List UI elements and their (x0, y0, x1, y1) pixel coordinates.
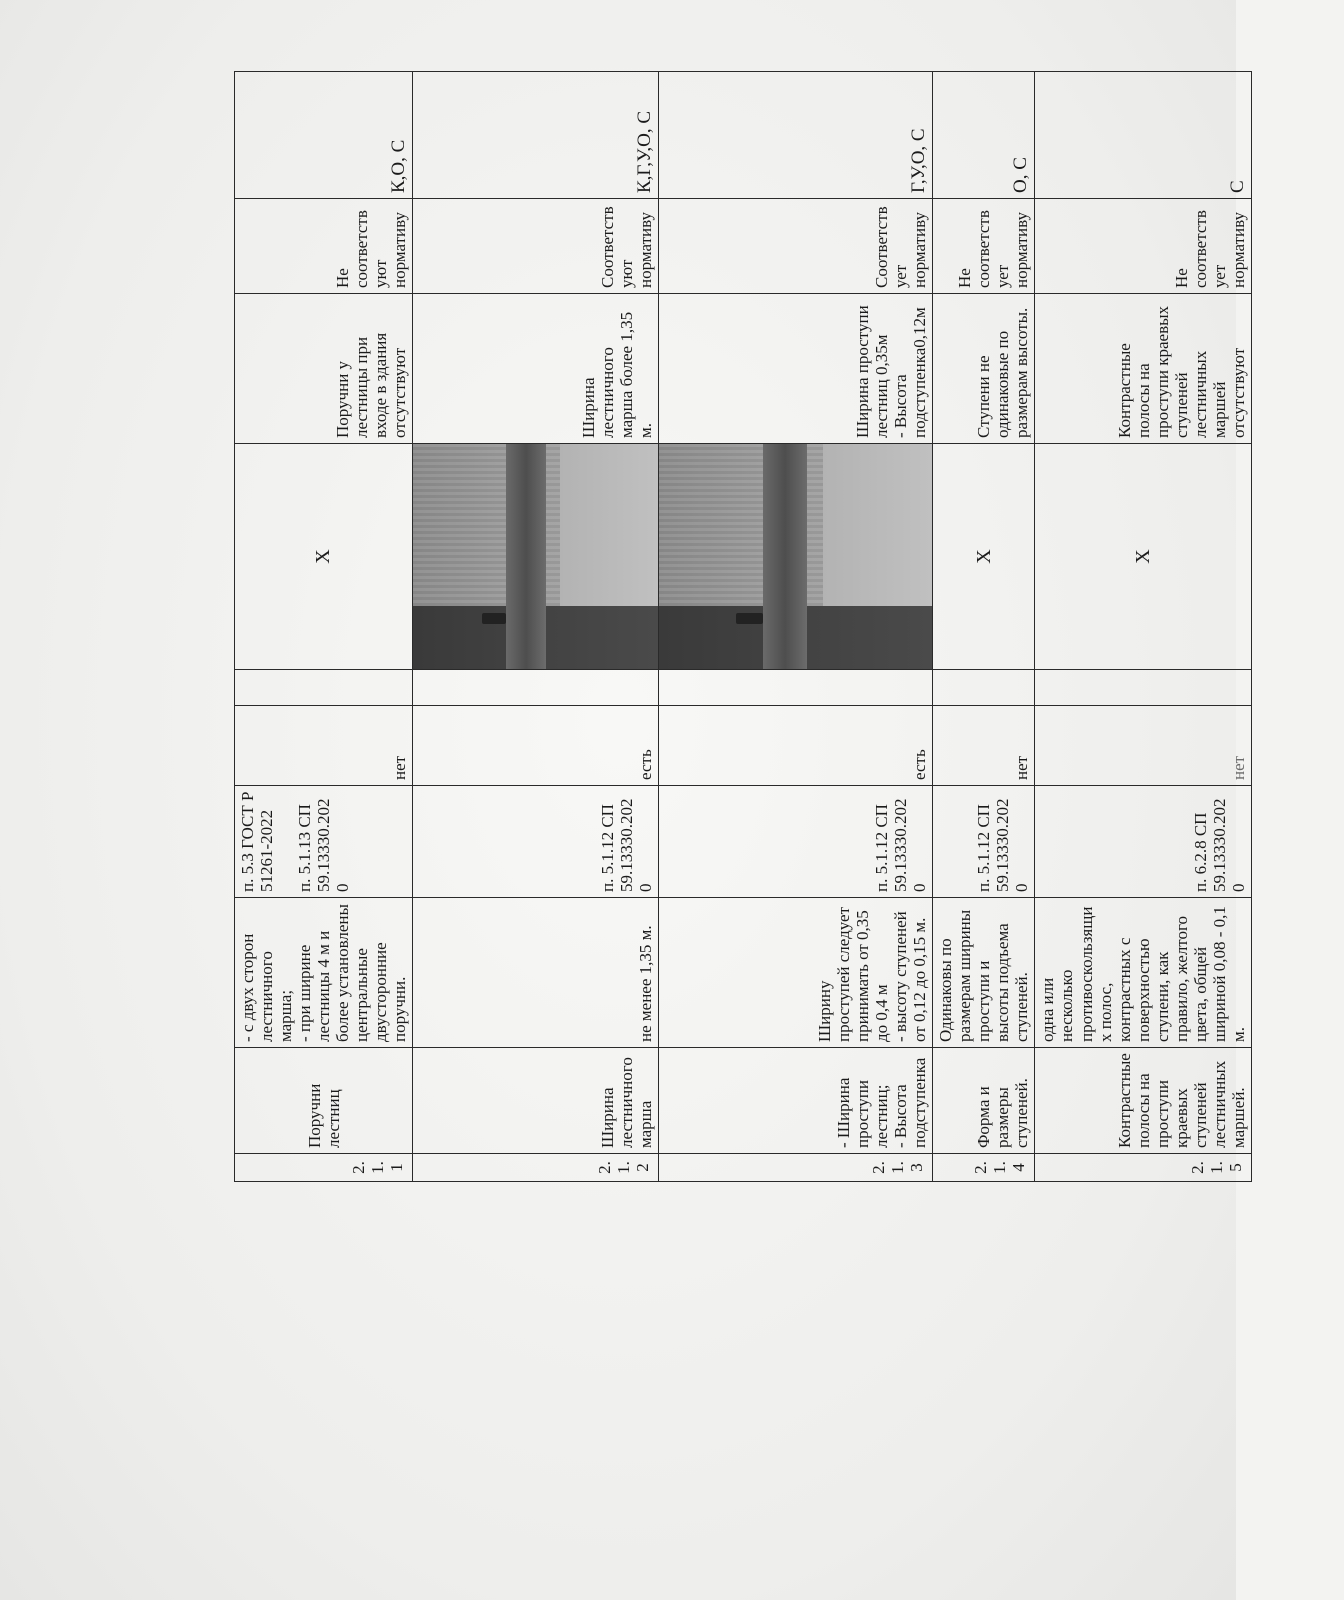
stair-photo (659, 444, 933, 670)
photo-fixture (482, 613, 507, 624)
row-photo-mark: Х (933, 444, 1035, 670)
row-categories: К,Г,У,О, С (413, 72, 659, 199)
row-number: 2.1.2 (413, 1154, 659, 1182)
photo-step-edge (763, 444, 807, 669)
row-norm: п. 5.1.12 СП 59.13330.2020 (659, 786, 933, 898)
photo-fixture (736, 613, 763, 624)
row-requirement: не менее 1,35 м. (413, 898, 659, 1048)
row-fact: Контрастные полосы на проступи краевых ступеней лестничных маршей отсутствуют (1035, 294, 1251, 444)
row-name: Контрастные полосы на проступи краевых ступеней лестничных маршей. (1035, 1048, 1251, 1154)
table-row (933, 72, 1035, 1182)
row-empty-cell (659, 670, 933, 706)
rotated-table-frame (234, 72, 1248, 1182)
row-norm: п. 5.1.12 СП 59.13330.2020 (413, 786, 659, 898)
row-fact: Ширина проступи лестниц 0,35м - Высота подступенка0,12м (659, 294, 933, 444)
row-number: 2.1.4 (933, 1154, 1035, 1182)
stair-photo (413, 444, 659, 670)
row-conclusion: Не соответствуют нормативу (235, 199, 413, 294)
row-empty-cell (413, 670, 659, 706)
row-fact: Поручни у лестницы при входе в здания отсутствуют (235, 294, 413, 444)
row-conclusion: Соответствуют нормативу (413, 199, 659, 294)
table-row (659, 72, 933, 1182)
row-norm: п. 5.3 ГОСТ Р 51261-2022 п. 5.1.13 СП 59.13330.2020 (235, 786, 413, 898)
stair-photo-image (659, 444, 932, 669)
row-conclusion: Не соответствует нормативу (933, 199, 1035, 294)
table-row (413, 72, 659, 1182)
row-requirement: одна или несколько противоскользящих полос, контрастных с поверхностью ступени, как правило, желтого цвета, общей шириной 0,08 - 0,1 м. (1035, 898, 1251, 1048)
table-row (1035, 72, 1251, 1182)
row-categories: С (1035, 72, 1251, 199)
row-name: Форма и размеры ступеней. (933, 1048, 1035, 1154)
row-empty-cell (235, 670, 413, 706)
row-presence: нет (235, 706, 413, 786)
row-norm: п. 5.1.12 СП 59.13330.2020 (933, 786, 1035, 898)
row-presence: нет (933, 706, 1035, 786)
row-presence: есть (659, 706, 933, 786)
rotated-table-wrapper (234, 72, 1344, 1174)
row-presence: есть (413, 706, 659, 786)
row-fact: Ширина лестничного марша более 1,35 м. (413, 294, 659, 444)
table-row (235, 72, 413, 1182)
row-requirement: Ширину проступей следует принимать от 0,35 до 0,4 м - высоту ступеней от 0,12 до 0,15 м. (659, 898, 933, 1048)
row-conclusion: Не соответствует нормативу (1035, 199, 1251, 294)
row-presence: нет (1035, 706, 1251, 786)
row-conclusion: Соответствует нормативу (659, 199, 933, 294)
row-photo-mark: Х (235, 444, 413, 670)
row-name: Ширина лестничного марша (413, 1048, 659, 1154)
accessibility-table (234, 71, 1252, 1182)
row-empty-cell (933, 670, 1035, 706)
row-requirement: Одинаковы по размерам ширины проступи и высоты подъема ступеней. (933, 898, 1035, 1048)
row-fact: Ступени не одинаковые по размерам высоты. (933, 294, 1035, 444)
stair-photo-image (413, 444, 658, 669)
row-name: - Ширина проступи лестниц; - Высота подступенка (659, 1048, 933, 1154)
row-name: Поручни лестниц (235, 1048, 413, 1154)
row-number: 2.1.3 (659, 1154, 933, 1182)
row-photo-mark: Х (1035, 444, 1251, 670)
row-requirement: - с двух сторон лестничного марша; - при ширине лестницы 4 м и более установлены центральные двусторонние поручни. (235, 898, 413, 1048)
row-categories: О, С (933, 72, 1035, 199)
row-norm: п. 6.2.8 СП 59.13330.2020 (1035, 786, 1251, 898)
row-empty-cell (1035, 670, 1251, 706)
row-categories: Г,У,О, С (659, 72, 933, 199)
row-number: 2.1.5 (1035, 1154, 1251, 1182)
row-number: 2.1.1 (235, 1154, 413, 1182)
photo-step-edge (506, 444, 545, 669)
row-categories: К,О, С (235, 72, 413, 199)
